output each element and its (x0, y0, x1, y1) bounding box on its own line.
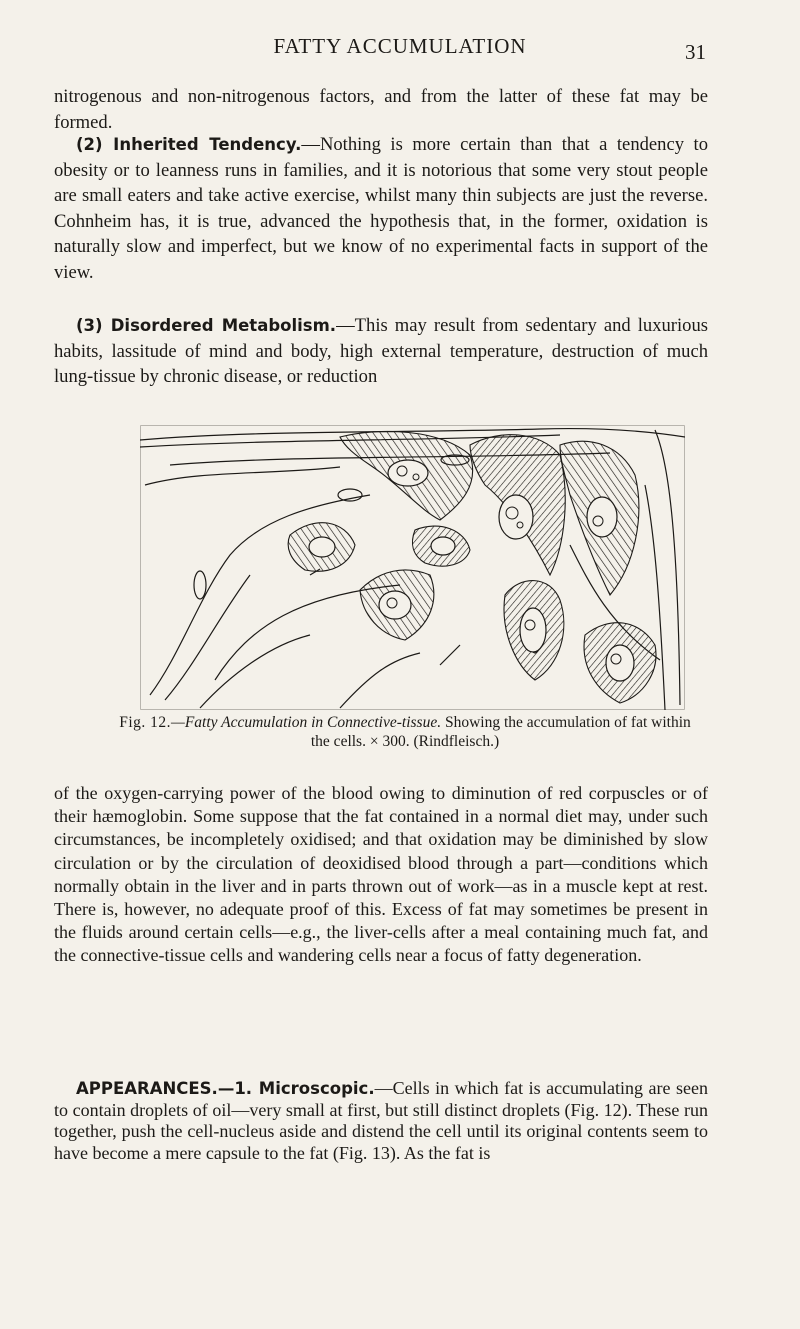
paragraph-appearances-text: —Cells in which fat is accumulating are seen to contain droplets of oil—very small at first, but still distinct droplets (Fig. 12). These run together, push the cell-nucleus aside and distend the cell until its original contents seem to have become a mere capsule to the fat (Fig. 13). As the fat is (54, 1078, 708, 1163)
figure-title: —Fatty Accumulation in Connective-tissue. (171, 714, 442, 731)
figure-caption (110, 713, 700, 751)
section-heading-inherited-tendency: (2) Inherited Tendency. (76, 135, 302, 154)
histology-illustration (140, 425, 685, 710)
paragraph-disordered-metabolism-text: —This may result from sedentary and luxurious habits, lassitude of mind and body, high external temperature, destruction of much lung-tissue by chronic disease, or reduction (54, 315, 708, 388)
section-heading-appearances: APPEARANCES.—1. Microscopic. (76, 1079, 375, 1098)
section-heading-disordered-metabolism: (3) Disordered Metabolism. (76, 316, 337, 335)
running-title: FATTY ACCUMULATION (273, 34, 527, 58)
paragraph-oxygen-carrying: of the oxygen-carrying power of the blood owing to diminution of red corpuscles or of their hæmoglobin. Some suppose that the fat contained in a normal diet may, under such circumstances, be incompletely oxidised; and that oxidation may be diminished by slow circulation or by the circulation of deoxidised blood through a part—conditions which normally obtain in the liver and in parts thrown out of work—as in a muscle kept at rest. There is, however, no adequate proof of this. Excess of fat may sometimes be present in the fluids around certain cells—e.g., the liver-cells after a meal containing much fat, and the connective-tissue cells and wandering cells near a focus of fatty degeneration. (54, 783, 708, 966)
figure-fatty-connective-tissue (140, 425, 685, 710)
paragraph-inherited-tendency (54, 132, 708, 286)
paragraph-intro: nitrogenous and non-nitrogenous factors, and from the latter of these fat may be formed. (54, 86, 708, 133)
page-number: 31 (685, 40, 706, 64)
figure-caption-text: Showing the accumulation of fat within the cells. × 300. (Rindfleisch.) (310, 714, 691, 750)
paragraph-inherited-tendency-text: —Nothing is more certain than that a tendency to obesity or to leanness runs in families, and it is notorious that some very stout people are small eaters and take active exercise, whilst many thin subjects are just the reverse. Cohnheim has, it is true, advanced the hypothesis that, in the former, oxidation is naturally slow and imperfect, but we know of no experimental facts in support of the view. (54, 134, 708, 283)
figure-label: Fig. 12. (119, 714, 172, 731)
paragraph-disordered-metabolism (54, 313, 708, 390)
paragraph-appearances (54, 1078, 708, 1164)
